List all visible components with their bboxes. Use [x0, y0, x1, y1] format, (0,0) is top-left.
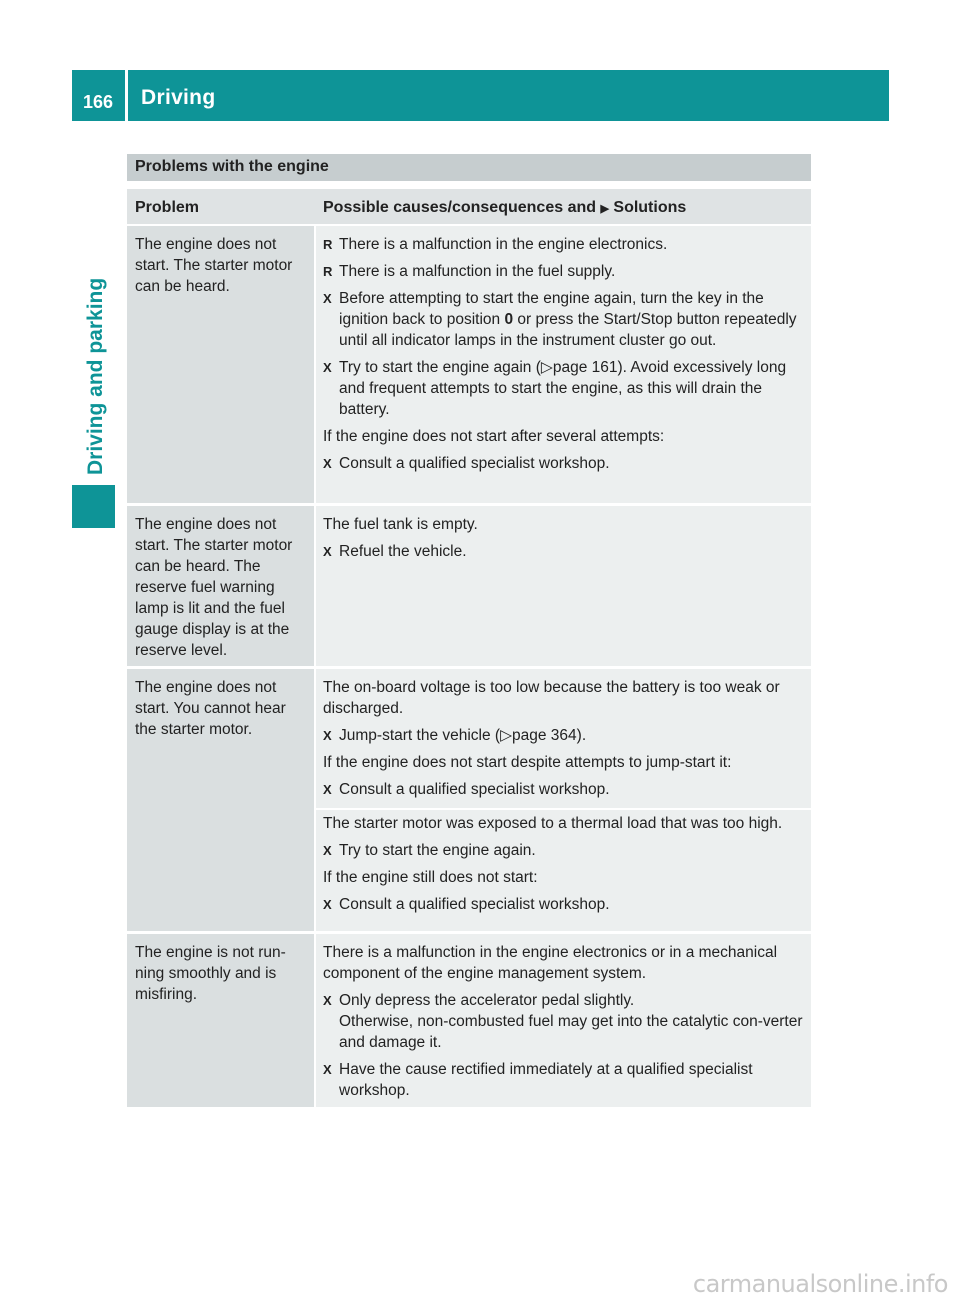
step-icon: X: [323, 897, 332, 912]
paragraph: If the engine still does not start:: [323, 869, 538, 886]
page-reference-link[interactable]: page 161: [552, 359, 618, 376]
page-title: Driving: [141, 86, 216, 109]
table-row: [127, 506, 811, 666]
step-arrow-icon: ▶: [600, 203, 609, 215]
step-item: X Only depress the accelerator pedal slightly. Otherwise, non-combusted fuel may get into the catalytic con-verter and damage it.: [323, 992, 803, 1051]
problem-cell: [127, 934, 314, 1107]
watermark-logo: carmanualsonline.info: [692, 1270, 948, 1298]
step-icon: X: [323, 728, 332, 743]
list-item: R There is a malfunction in the engine electronics.: [323, 236, 668, 253]
paragraph: The starter motor was exposed to a thermal load that was too high.: [323, 815, 783, 832]
problem-cell: [127, 669, 314, 931]
solution-cell: [316, 669, 811, 931]
problem-cell: [127, 226, 314, 503]
table-row: [127, 669, 811, 931]
paragraph: If the engine does not start after several attempts:: [323, 428, 665, 445]
step-item: X Try to start the engine again.: [323, 842, 536, 859]
solution-cell: [316, 226, 811, 503]
problem-text: The engine does not start. The starter motor can be heard.: [135, 236, 293, 295]
step-icon: X: [323, 993, 332, 1008]
step-item: X Have the cause rectified immediately at a qualified specialist workshop.: [323, 1061, 753, 1099]
row-divider: [316, 808, 811, 810]
step-item: X Try to start the engine again (▷page 161). Avoid excessively long and frequent attempts to start the engine, as this will drain the battery.: [323, 359, 787, 418]
list-item: R There is a malfunction in the fuel supply.: [323, 263, 616, 280]
problem-text: The engine is not run-ning smoothly and is misfiring.: [135, 944, 286, 1003]
section-tab-marker: [72, 485, 115, 528]
step-item: X Jump-start the vehicle (▷page 364).: [323, 727, 587, 744]
page-ref-icon: ▷: [540, 359, 553, 376]
table-header: [127, 189, 811, 224]
table-title-bar: [127, 154, 811, 181]
table-title: Problems with the engine: [135, 158, 329, 175]
page-reference-link[interactable]: page 364: [512, 727, 577, 744]
step-icon: X: [323, 843, 332, 858]
step-item: X Consult a qualified specialist workshop.: [323, 896, 610, 913]
paragraph: If the engine does not start despite attempts to jump-start it:: [323, 754, 732, 771]
paragraph: There is a malfunction in the engine electronics or in a mechanical component of the engine management system.: [323, 944, 778, 982]
step-item: X Consult a qualified specialist workshop.: [323, 455, 610, 472]
step-item: X Before attempting to start the engine again, turn the key in the ignition back to position 0 or press the Start/Stop button repeatedly until all indicator lamps in the instrument cluster go out.: [323, 290, 797, 349]
paragraph: The fuel tank is empty.: [323, 516, 478, 533]
paragraph: The on-board voltage is too low because the battery is too weak or discharged.: [323, 679, 780, 717]
problem-cell: [127, 506, 314, 666]
step-item: X Consult a qualified specialist workshop.: [323, 781, 610, 798]
step-icon: X: [323, 1062, 332, 1077]
section-tab-label: Driving and parking: [84, 277, 107, 475]
step-icon: X: [323, 456, 332, 471]
header-divider: [125, 70, 128, 121]
problem-text: The engine does not start. You cannot hear the starter motor.: [135, 679, 286, 738]
problem-text: The engine does not start. The starter motor can be heard. The reserve fuel warning lamp is lit and the fuel gauge display is at the reserve level.: [135, 516, 293, 659]
page-number: 166: [82, 92, 114, 112]
bullet-icon: R: [323, 237, 333, 252]
table-row: [127, 226, 811, 503]
solution-cell: [316, 934, 811, 1107]
step-icon: X: [323, 360, 332, 375]
step-icon: X: [323, 544, 332, 559]
step-icon: X: [323, 291, 332, 306]
step-icon: X: [323, 782, 332, 797]
step-item: X Refuel the vehicle.: [323, 543, 467, 560]
column-header-solutions: Possible causes/consequences and ▶ Solutions: [323, 199, 687, 216]
table-row: [127, 934, 811, 1107]
page-ref-icon: ▷: [500, 727, 513, 744]
solution-cell: [316, 506, 811, 666]
bullet-icon: R: [323, 264, 333, 279]
column-header-problem: Problem: [135, 199, 200, 216]
